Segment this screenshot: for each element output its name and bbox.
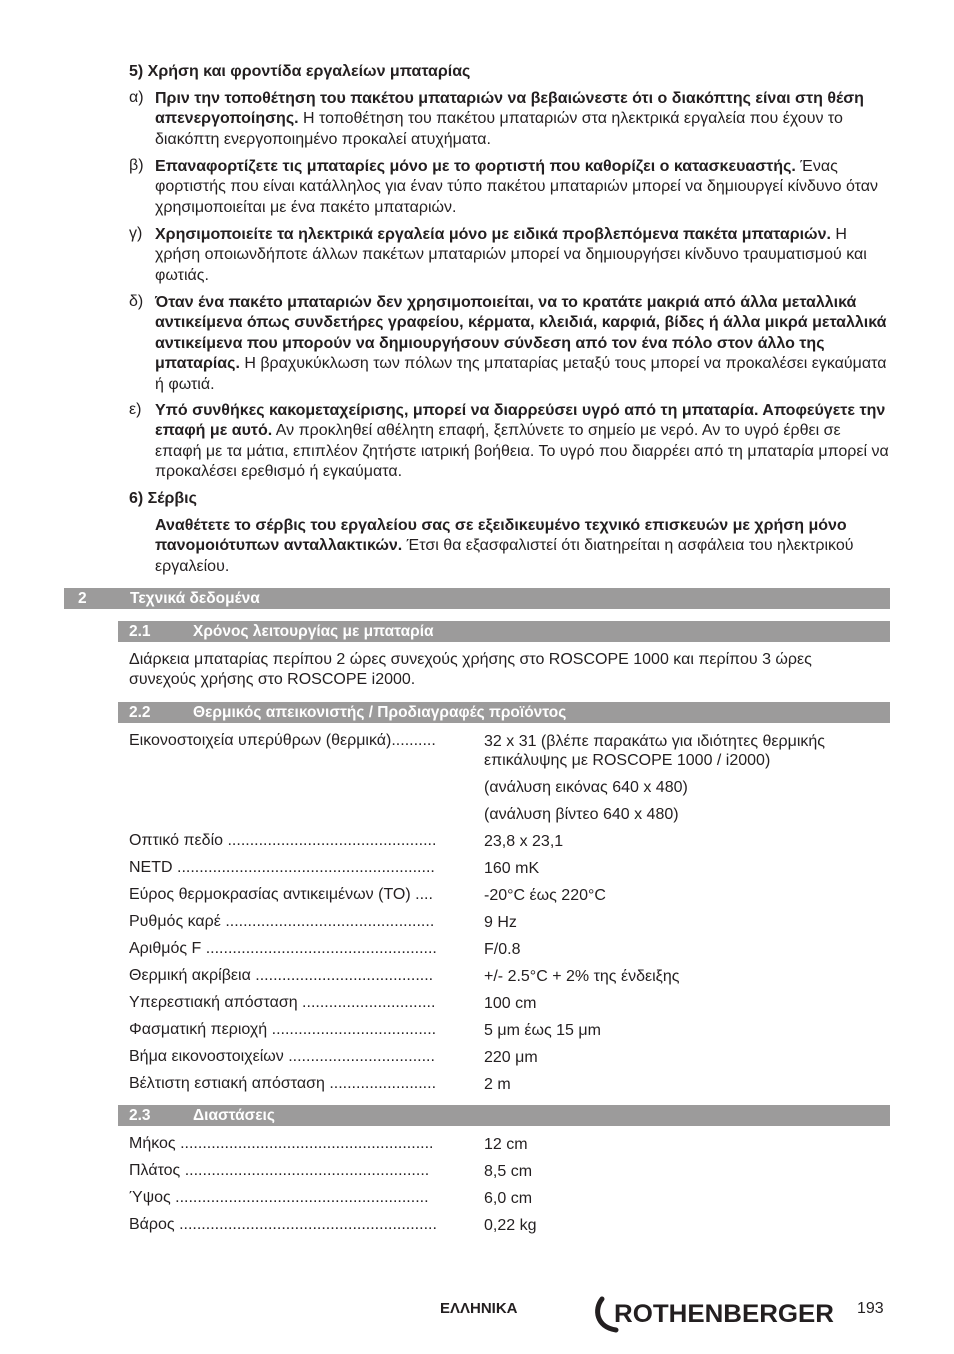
spec-value: 100 cm [484,995,537,1012]
item-marker-c: γ) [129,225,143,242]
brand-logo-text: ROTHENBERGER [614,1300,834,1328]
section-2-3-number: 2.3 [129,1107,151,1124]
item-b-normal: Ένας φορτιστής που είναι κατάλληλος για έναν τύπο πακέτου μπαταριών μπορεί να δημιουργεί κίνδυνο όταν χρησιμοποιείται με ένα πακέτο μπαταριών. [155,158,879,216]
spec-value-video-resolution: (ανάλυση βίντεο 640 x 480) [484,806,679,823]
item-e-bold: Υπό συνθήκες κακομεταχείρισης, μπορεί να διαρρεύσει υγρό από τη μπαταρία. Αποφεύγετε την επαφή με αυτό. [155,402,886,440]
spec-value: 2 m [484,1076,511,1093]
spec-value-image-resolution: (ανάλυση εικόνας 640 x 480) [484,779,688,796]
item-a-text [155,89,890,150]
spec-label: NETD .......................................................... [129,859,435,876]
spec-value: F/0.8 [484,941,521,958]
spec-label: Ύψος ......................................................... [129,1189,429,1206]
spec-label: Βάρος .......................................................... [129,1216,437,1233]
spec-value: +/- 2.5°C + 2% της ένδειξης [484,968,680,985]
item-marker-d: δ) [129,293,144,310]
section6-normal: Έτσι θα εξασφαλιστεί ότι διατηρείται η ασφάλεια του ηλεκτρικού εργαλείου. [155,537,854,575]
spec-label: Υπερεστιακή απόσταση .............................. [129,994,436,1011]
spec-label: Ρυθμός καρέ ............................................... [129,913,435,930]
spec-value: 9 Hz [484,914,517,931]
brand-logo-graphic [592,1293,836,1337]
item-d-normal: Η βραχυκύκλωση των πόλων της μπαταρίας μεταξύ τους μπορεί να προκαλέσει εγκαύματα ή φωτιά. [155,355,887,393]
spec-label-ir-pixels: Εικονοστοιχεία υπερύθρων (θερμικά).......... [129,732,436,749]
item-b-bold: Επαναφορτίζετε τις μπαταρίες μόνο με το φορτιστή που καθορίζει ο κατασκευαστής. [155,158,796,175]
spec-label: Θερμική ακρίβεια ........................................ [129,967,434,984]
spec-value-ir-pixels-2: επικάλυψης με ROSCOPE 1000 / i2000) [484,752,771,769]
spec-label: Εύρος θερμοκρασίας αντικειμένων (TO) .... [129,886,433,903]
section-2-3-bar [118,1105,890,1126]
spec-label: Φασματική περιοχή ..................................... [129,1021,437,1038]
brand-logo [592,1293,836,1342]
section-2-1-title: Χρόνος λειτουργίας με μπαταρία [193,623,434,640]
spec-value: 6,0 cm [484,1190,533,1207]
chapter-2-bar [64,588,890,609]
chapter-2-number: 2 [78,590,87,607]
item-a-normal: Η τοποθέτηση του πακέτου μπαταριών στα ηλεκτρικά εργαλεία που έχουν το διακόπτη ενεργοποιημένο προκαλεί ατυχήματα. [155,110,843,148]
spec-value: 0,22 kg [484,1217,537,1234]
spec-label: Μήκος ......................................................... [129,1135,434,1152]
spec-value: 8,5 cm [484,1163,533,1180]
spec-label: Βέλτιστη εστιακή απόσταση ........................ [129,1075,437,1092]
spec-value: 220 μm [484,1049,538,1066]
item-e-normal: Αν προκληθεί αθέλητη επαφή, ξεπλύνετε το σημείο με νερό. Αν το υγρό έρθει σε επαφή με τα μάτια, επιπλέον ζητήστε ιατρική βοήθεια. Το υγρό που διαρρέει από τη μπαταρία μπορεί να προκαλέσει ερεθισμό ή εγκαύματα. [155,422,889,481]
section6-heading: 6) Σέρβις [129,490,197,507]
spec-value: 12 cm [484,1136,528,1153]
item-e-text [155,401,890,483]
item-d-text [155,293,890,395]
spec-value: 23,8 x 23,1 [484,833,564,850]
spec-value: -20°C έως 220°C [484,887,606,904]
section6-bold: Αναθέτετε το σέρβις του εργαλείου σας σε εξειδικευμένο τεχνικό επισκευών με χρήση μόνο πανομοιότυπων ανταλλακτικών. [155,517,847,555]
spec-label: Βήμα εικονοστοιχείων ................................. [129,1048,435,1065]
item-marker-e: ε) [129,401,142,418]
section-2-1-number: 2.1 [129,623,151,640]
section-2-2-bar [118,702,890,723]
footer-language: ΕΛΛΗΝΙΚΑ [440,1300,518,1317]
item-c-normal: Η χρήση οποιωνδήποτε άλλων πακέτων μπαταριών μπορεί να δημιουργήσει κίνδυνο τραυματισμού και φωτιάς. [155,226,867,284]
section5-heading: 5) Χρήση και φροντίδα εργαλείων μπαταρίας [129,63,471,80]
item-marker-a: α) [129,89,144,106]
section-2-3-title: Διαστάσεις [193,1107,275,1124]
spec-label: Αριθμός F .................................................... [129,940,437,957]
item-c-bold: Χρησιμοποιείτε τα ηλεκτρικά εργαλεία μόνο με ειδικά προβλεπόμενα πακέτα μπαταριών. [155,226,831,243]
section6-text [155,516,890,577]
spec-label: Πλάτος ....................................................... [129,1162,430,1179]
item-marker-b: β) [129,157,144,174]
item-a-bold: Πριν την τοποθέτηση του πακέτου μπαταριών να βεβαιώνεστε ότι ο διακόπτης είναι στη θέση απενεργοποίησης. [155,90,864,128]
section-2-1-bar [118,621,890,642]
section-2-1-text: Διάρκεια μπαταρίας περίπου 2 ώρες συνεχούς χρήσης στο ROSCOPE 1000 και περίπου 3 ώρες συνεχούς χρήσης στο ROSCOPE i2000. [129,651,812,689]
spec-value: 5 μm έως 15 μm [484,1022,601,1039]
spec-value: 160 mK [484,860,540,877]
item-c-text [155,225,890,286]
spec-label: Οπτικό πεδίο ............................................... [129,832,437,849]
chapter-2-title: Τεχνικά δεδομένα [130,590,260,607]
item-b-text [155,157,890,218]
item-d-bold: Όταν ένα πακέτο μπαταριών δεν χρησιμοποιείται, να το κρατάτε μακριά από άλλα μεταλλικά αντικείμενα όπως συνδετήρες γραφείου, κέρματα, κλειδιά, καρφιά, βίδες ή άλλα μικρά μεταλλικά αντικείμενα που μπορούν να δημιουργήσουν σύνδεση από τον ένα πόλο στον άλλο της μπαταρίας. [155,294,887,373]
spec-value-ir-pixels-1: 32 x 31 (βλέπε παρακάτω για ιδιότητες θερμικής [484,733,825,750]
page-number: 193 [857,1300,884,1317]
section-2-2-title: Θερμικός απεικονιστής / Προδιαγραφές προϊόντος [193,704,567,721]
section-2-2-number: 2.2 [129,704,151,721]
